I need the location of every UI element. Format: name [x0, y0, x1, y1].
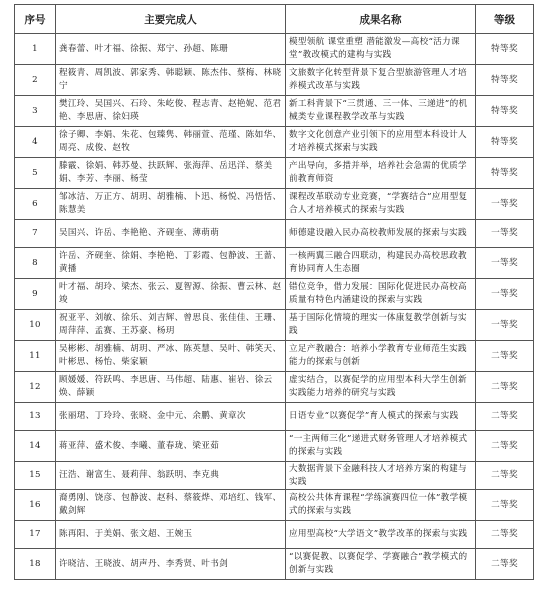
row-number: 5 [15, 158, 56, 189]
row-people: 叶才福、胡玲、梁杰、张云、夏智源、徐振、曹云林、赵竣 [56, 279, 286, 310]
row-level: 特等奖 [476, 127, 534, 158]
row-number: 7 [15, 220, 56, 248]
row-number: 10 [15, 310, 56, 341]
table-row [15, 220, 534, 248]
row-title: “一主两师三化”递进式财务管理人才培养模式的探索与实践 [286, 431, 476, 462]
header-level: 等级 [476, 5, 534, 34]
row-people: 樊江玲、吴国兴、石玲、朱屹俊、程志青、赵艳妮、范君艳、李思唐、徐妇瑛 [56, 96, 286, 127]
table-row [15, 490, 534, 521]
table-row [15, 65, 534, 96]
row-level: 二等奖 [476, 490, 534, 521]
row-number: 16 [15, 490, 56, 521]
table-body [15, 34, 534, 580]
row-people: 吴彬彬、胡雅楠、胡玥、严冰、陈英慧、吴叶、韩笑天、叶彬思、杨怡、柴家颖 [56, 341, 286, 372]
row-title: 应用型高校“大学语文”教学改革的探索与实践 [286, 521, 476, 549]
table-row [15, 127, 534, 158]
row-level: 特等奖 [476, 96, 534, 127]
table-row [15, 248, 534, 279]
row-level: 二等奖 [476, 341, 534, 372]
row-title: 大数据背景下金融科技人才培养方案的构建与实践 [286, 462, 476, 490]
row-people: 邹冰洁、万正方、胡玥、胡雅楠、卜迅、杨悦、冯悟恬、陈慧美 [56, 189, 286, 220]
row-number: 6 [15, 189, 56, 220]
row-level: 二等奖 [476, 521, 534, 549]
row-title: 师德建设融入民办高校教师发展的探索与实践 [286, 220, 476, 248]
row-title: 高校公共体育课程“学练演赛四位一体”教学模式的探索与实践 [286, 490, 476, 521]
row-number: 2 [15, 65, 56, 96]
row-level: 一等奖 [476, 220, 534, 248]
row-number: 15 [15, 462, 56, 490]
row-number: 4 [15, 127, 56, 158]
row-people: 龚春蕾、叶才福、徐振、郑宁、孙超、陈珊 [56, 34, 286, 65]
row-title: 课程改革联动专业竞赛，“学赛结合”应用型复合人才培养模式的探索与实践 [286, 189, 476, 220]
row-title: 一核两翼三融合四联动，构建民办高校思政教育协同育人生态圈 [286, 248, 476, 279]
row-level: 一等奖 [476, 248, 534, 279]
row-people: 祝亚平、刘敏、徐乐、刘吉辉、曾思良、张佳佳、王珊、周萍萍、孟赛、王苏豪、杨玥 [56, 310, 286, 341]
row-title: 模型领航 课堂重塑 潜能激发—高校“活力课堂”教改模式的建构与实践 [286, 34, 476, 65]
row-people: 裔勇刚、饶彦、包静波、赵科、蔡筱烨、邓培红、钱军、戴剑辉 [56, 490, 286, 521]
row-number: 8 [15, 248, 56, 279]
row-number: 12 [15, 372, 56, 403]
row-title: “以赛促教、以赛促学、学赛融合”教学模式的创新与实践 [286, 549, 476, 580]
table-row [15, 431, 534, 462]
row-level: 二等奖 [476, 549, 534, 580]
row-people: 汪浩、谢富生、聂莉萍、翁跃明、李克典 [56, 462, 286, 490]
table-header-row [15, 5, 534, 34]
table-row [15, 403, 534, 431]
row-level: 二等奖 [476, 431, 534, 462]
header-no: 序号 [15, 5, 56, 34]
row-people: 陈再阳、于美娟、张文超、王婉玉 [56, 521, 286, 549]
row-level: 二等奖 [476, 462, 534, 490]
row-title: 文旅数字化转型背景下复合型旅游管理人才培养模式改革与实践 [286, 65, 476, 96]
row-number: 11 [15, 341, 56, 372]
row-number: 3 [15, 96, 56, 127]
row-level: 特等奖 [476, 158, 534, 189]
row-people: 吴国兴、许岳、李艳艳、齐砚奎、薄萌萌 [56, 220, 286, 248]
table-row [15, 34, 534, 65]
row-title: 错位竞争，借力发展：国际化促进民办高校高质量有特色内涵建设的探索与实践 [286, 279, 476, 310]
row-people: 蒋亚萍、盛术俊、李曦、董春珑、梁亚茹 [56, 431, 286, 462]
awards-table [14, 4, 534, 580]
table-row [15, 521, 534, 549]
row-number: 13 [15, 403, 56, 431]
row-number: 14 [15, 431, 56, 462]
row-level: 特等奖 [476, 65, 534, 96]
table-row [15, 310, 534, 341]
table-row [15, 549, 534, 580]
table-row [15, 279, 534, 310]
row-title: 基于国际化情境的理实一体康复教学创新与实践 [286, 310, 476, 341]
row-level: 特等奖 [476, 34, 534, 65]
row-people: 徐子卿、李娟、朱花、包臻隽、韩丽萱、范瑾、陈如华、周亮、成俊、赵牧 [56, 127, 286, 158]
row-people: 程筱青、周凯波、郭家秀、韩聪颖、陈杰伟、蔡梅、林晓宁 [56, 65, 286, 96]
row-title: 日语专业“以赛促学”育人模式的探索与实践 [286, 403, 476, 431]
row-title: 立足产教融合：培养小学教育专业师范生实践能力的探索与创新 [286, 341, 476, 372]
row-people: 许岳、齐砚奎、徐娟、李艳艳、丁彩霞、包静波、王蔷、黄播 [56, 248, 286, 279]
row-title: 产出导向，多措并举，培养社会急需的优质学前教育师资 [286, 158, 476, 189]
row-people: 许晓洁、王晓波、胡声丹、李秀贤、叶书剑 [56, 549, 286, 580]
row-people: 滕霰、徐娟、韩苏曼、扶跃辉、张海萍、岳迅洋、蔡美娟、李芳、李丽、杨莹 [56, 158, 286, 189]
row-level: 一等奖 [476, 189, 534, 220]
row-title: 新工科背景下“三贯通、三一体、三递进”的机械类专业课程教学改革与实践 [286, 96, 476, 127]
table-row [15, 189, 534, 220]
row-level: 二等奖 [476, 403, 534, 431]
table-row [15, 372, 534, 403]
row-level: 二等奖 [476, 372, 534, 403]
table-row [15, 158, 534, 189]
row-title: 虚实结合，以赛促学的应用型本科大学生创新实践能力培养的研究与实践 [286, 372, 476, 403]
table-row [15, 96, 534, 127]
table-row [15, 462, 534, 490]
row-level: 一等奖 [476, 310, 534, 341]
row-number: 17 [15, 521, 56, 549]
header-title: 成果名称 [286, 5, 476, 34]
row-number: 1 [15, 34, 56, 65]
row-people: 张丽珺、丁玲玲、张晓、金中元、余鹏、黄章次 [56, 403, 286, 431]
row-level: 一等奖 [476, 279, 534, 310]
row-people: 顾媛媛、符跃鸣、李思唐、马伟超、陆惠、崔岩、徐云焕、薛颖 [56, 372, 286, 403]
row-number: 18 [15, 549, 56, 580]
table-row [15, 341, 534, 372]
header-people: 主要完成人 [56, 5, 286, 34]
row-number: 9 [15, 279, 56, 310]
row-title: 数字文化创意产业引领下的应用型本科设计人才培养模式探索与实践 [286, 127, 476, 158]
